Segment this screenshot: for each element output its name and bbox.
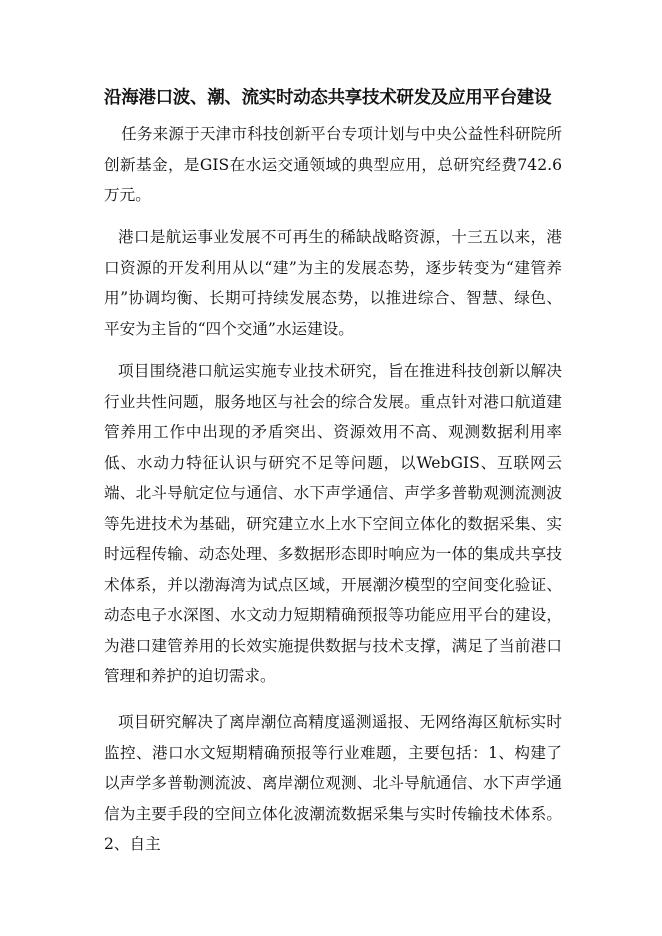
paragraph-project-research: 项目围绕港口航运实施专业技术研究，旨在推进科技创新以解决行业共性问题，服务地区与社会的综合发展。重点针对港口航道建管养用工作中出现的矛盾突出、资源效用不高、观测数据利用率低、水动力特征认识与研究不足等问题，以WebGIS、互联网云端、北斗导航定位与通信、水下声学通信、声学多普勒观测流测波等先进技术为基础，研究建立水上水下空间立体化的数据采集、实时远程传输、动态处理、多数据形态即时响应为一体的集成共享技术体系，并以渤海湾为试点区域，开展潮汐模型的空间变化验证、动态电子水深图、水文动力短期精确预报等功能应用平台的建设，为港口建管养用的长效实施提供数据与技术支撑，满足了当前港口管理和养护的迫切需求。 [104, 362, 562, 685]
paragraph-task-source: 任务来源于天津市科技创新平台专项计划与中央公益性科研院所创新基金，是GIS在水运交通领域的典型应用，总研究经费742.6万元。 [104, 125, 562, 204]
paragraph-project-results: 项目研究解决了离岸潮位高精度遥测遥报、无网络海区航标实时监控、港口水文短期精确预报等行业难题，主要包括：1、构建了以声学多普勒测流波、离岸潮位观测、北斗导航通信、水下声学通信为主要手段的空间立体化波潮流数据采集与实时传输技术体系。2、自主 [104, 713, 562, 853]
paragraph-port-resources: 港口是航运事业发展不可再生的稀缺战略资源，十三五以来，港口资源的开发利用从以“建”为主的发展态势，逐步转变为“建管养用”协调均衡、长期可持续发展态势，以推进综合、智慧、绿色、平安为主旨的“四个交通”水运建设。 [104, 228, 562, 338]
document-title: 沿海港口波、潮、流实时动态共享技术研发及应用平台建设 [104, 88, 552, 108]
